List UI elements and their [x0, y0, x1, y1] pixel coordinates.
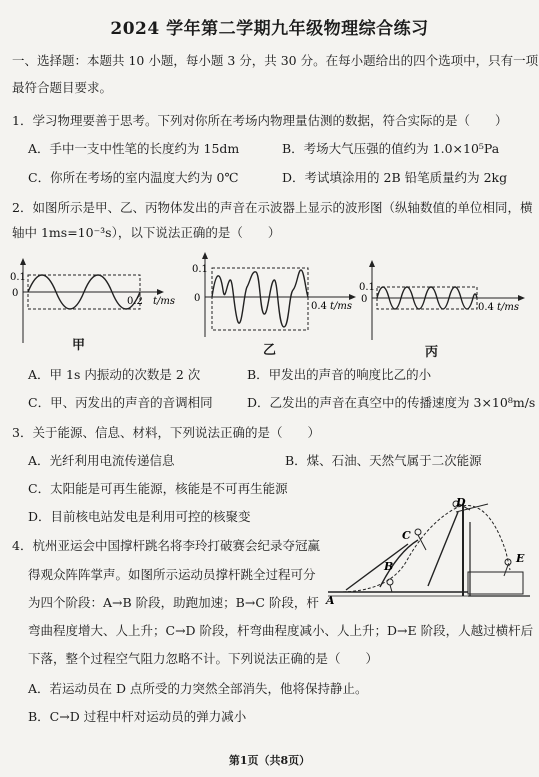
q3-option-d: D．目前核电站发电是利用可控的核聚变: [28, 509, 251, 524]
bing-y-zero: 0: [361, 294, 368, 305]
waveform-bing-label: 丙: [425, 345, 439, 360]
q2-option-a: A．甲 1s 内振动的次数是 2 次: [28, 367, 201, 382]
page-title: 2024 学年第二学期九年级物理综合练习: [110, 19, 429, 39]
q3-option-b: B．煤、石油、天然气属于二次能源: [285, 453, 482, 468]
q2-option-c: C．甲、丙发出的声音的音调相同: [28, 395, 213, 410]
bing-x-axis-label: t/ms: [497, 302, 520, 313]
q1-option-c: C．你所在考场的室内温度大约为 0℃: [28, 170, 239, 185]
fig-label-e: E: [516, 552, 525, 565]
pole-vault-figure: [318, 492, 533, 610]
waveform-bing-figure: [357, 260, 533, 345]
bing-x-tick: 0.4: [478, 302, 494, 313]
q2-stem-1: 2．如图所示是甲、乙、丙物体发出的声音在示波器上显示的波形图（纵轴数值的单位相同，横: [12, 200, 533, 215]
q1-stem: 1．学习物理要善于思考。下列对你所在考场内物理量估测的数据，符合实际的是（ ）: [12, 113, 508, 128]
yi-x-tick: 0.4: [311, 301, 327, 312]
waveform-jia-label: 甲: [72, 338, 86, 353]
jia-x-axis-label: t/ms: [153, 296, 176, 307]
q2-option-d: D．乙发出的声音在真空中的传播速度为 3×10⁸m/s: [247, 395, 536, 410]
jia-x-tick: 0.2: [127, 296, 143, 307]
page-footer: 第1页（共8页）: [228, 754, 311, 767]
q1-option-b: B．考场大气压强的值约为 1.0×10⁵Pa: [282, 141, 500, 156]
fig-label-d: D: [456, 496, 466, 509]
jia-y-zero: 0: [12, 288, 19, 299]
q4-option-b: B．C→D 过程中杆对运动员的弹力减小: [28, 709, 247, 724]
yi-y-tick: 0.1: [192, 264, 208, 275]
q2-stem-2: 轴中 1ms=10⁻³s），以下说法正确的是（ ）: [12, 225, 281, 240]
q4-stem-3: 为四个阶段：A→B 阶段，助跑加速；B→C 阶段，杆: [28, 595, 319, 610]
q3-stem: 3．关于能源、信息、材料，下列说法正确的是（ ）: [12, 425, 320, 440]
fig-label-c: C: [402, 529, 411, 542]
q3-option-c: C．太阳能是可再生能源，核能是不可再生能源: [28, 481, 288, 496]
q1-option-d: D．考试填涂用的 2B 铅笔质量约为 2kg: [282, 170, 508, 185]
q1-option-a: A．手中一支中性笔的长度约为 15dm: [28, 141, 240, 156]
q2-option-b: B．甲发出的声音的响度比乙的小: [247, 367, 432, 382]
section-heading-cont: 最符合题目要求。: [12, 80, 113, 95]
fig-label-a: A: [326, 594, 335, 607]
yi-y-zero: 0: [194, 293, 201, 304]
waveform-yi-figure: [190, 252, 368, 342]
jia-y-tick: 0.1: [10, 272, 26, 283]
q3-option-a: A．光纤利用电流传递信息: [28, 453, 175, 468]
section-heading: 一、选择题：本题共 10 小题，每小题 3 分，共 30 分。在每小题给出的四个选项中，只有一项: [12, 53, 539, 68]
q4-stem-5: 下落，整个过程空气阻力忽略不计。下列说法正确的是（ ）: [28, 651, 379, 666]
q4-option-a: A．若运动员在 D 点所受的力突然全部消失，他将保持静止。: [28, 681, 368, 696]
q4-stem-4: 弯曲程度增大、人上升；C→D 阶段，杆弯曲程度减小、人上升；D→E 阶段，人越过横杆后: [28, 623, 534, 638]
waveform-jia-figure: [8, 258, 178, 348]
q4-stem-1: 4．杭州亚运会中国撑杆跳名将李玲打破赛会纪录夺冠赢: [12, 538, 320, 553]
fig-label-b: B: [384, 560, 394, 573]
waveform-yi-label: 乙: [263, 343, 277, 358]
q4-stem-2: 得观众阵阵掌声。如图所示运动员撑杆跳全过程可分: [28, 567, 316, 582]
yi-x-axis-label: t/ms: [330, 301, 353, 312]
bing-y-tick: 0.1: [359, 282, 375, 293]
